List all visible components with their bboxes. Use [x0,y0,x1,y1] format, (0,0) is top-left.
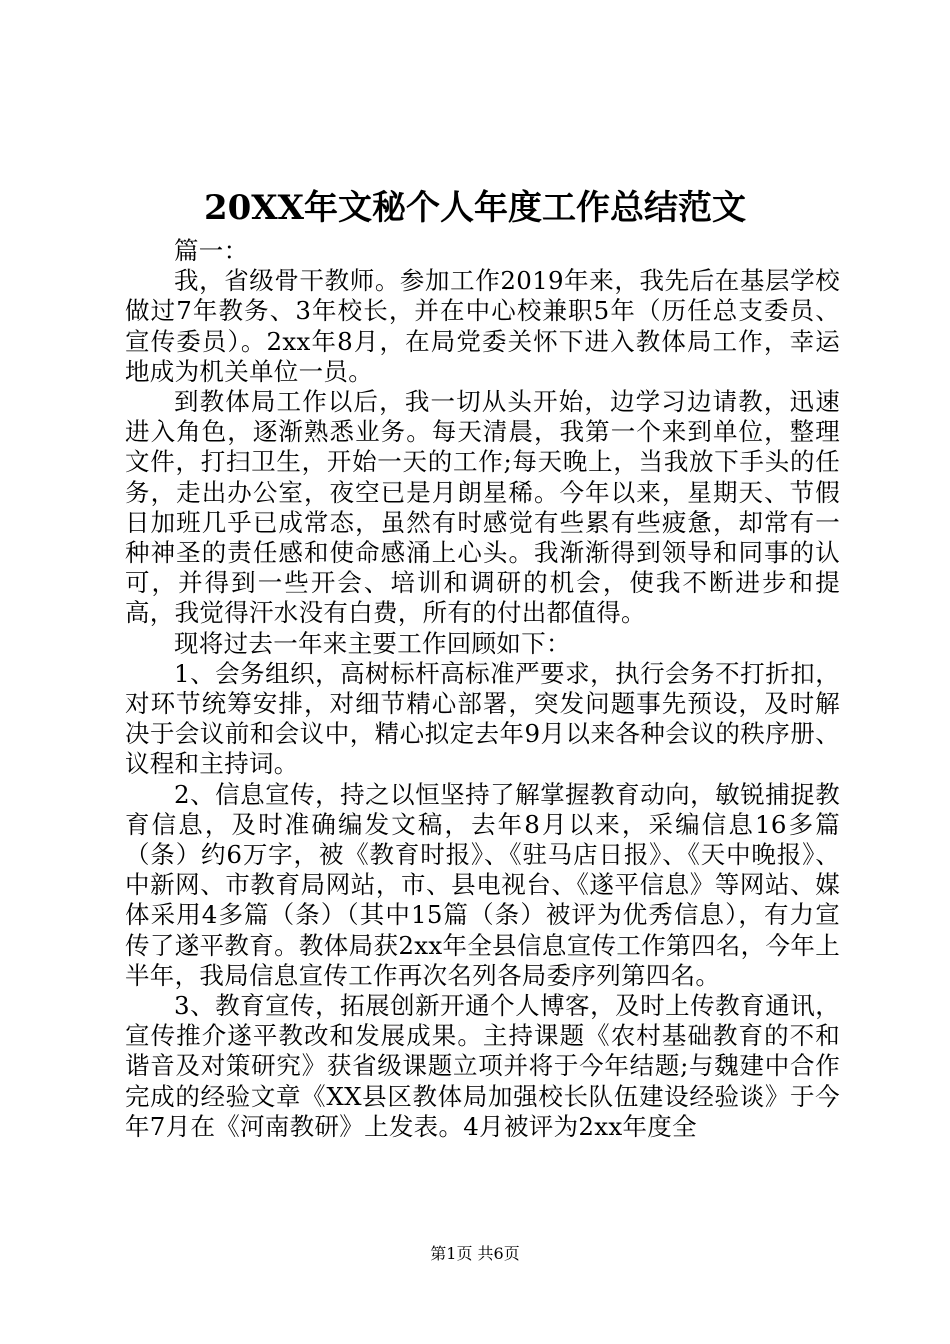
paragraph-work-experience: 到教体局工作以后，我一切从头开始，边学习边请教，迅速进入角色，逐渐熟悉业务。每天清晨，我第一个来到单位，整理文件，打扫卫生，开始一天的工作;每天晚上，当我放下手头的任务，走出办公室，夜空已是月朗星稀。今年以来，星期天、节假日加班几乎已成常态，虽然有时感觉有些累有些疲惫，却常有一种神圣的责任感和使命感涌上心头。我渐渐得到领导和同事的认可，并得到一些开会、培训和调研的机会，使我不断进步和提高，我觉得汗水没有白费，所有的付出都值得。 [125,387,840,628]
paragraph-review-heading: 现将过去一年来主要工作回顾如下： [174,628,571,658]
paragraph-item-2: 2、信息宣传，持之以恒坚持了解掌握教育动向，敏锐捕捉教育信息，及时准确编发文稿，去年8月以来，采编信息16多篇（条）约6万字，被《教育时报》、《驻马店日报》、《天中晚报》、中新网、市教育局网站，市、县电视台、《遂平信息》等网站、媒体采用4多篇（条）（其中15篇（条）被评为优秀信息），有力宣传了遂平教育。教体局获2xx年全县信息宣传工作第四名，今年上半年，我局信息宣传工作再次名列各局委序列第四名。 [125,779,840,990]
paragraph-item-3: 3、教育宣传，拓展创新开通个人博客，及时上传教育通讯，宣传推介遂平教改和发展成果。主持课题《农村基础教育的不和谐音及对策研究》获省级课题立项并将于今年结题;与魏建中合作完成的经验文章《XX县区教体局加强校长队伍建设经验谈》于今年7月在《河南教研》上发表。4月被评为2xx年度全 [125,991,840,1141]
document-title: 20XX年文秘个人年度工作总结范文 [203,188,747,228]
page-number-footer: 第1页 共6页 [430,1244,520,1263]
paragraph-intro: 我，省级骨干教师。参加工作2019年来，我先后在基层学校做过7年教务、3年校长，并在中心校兼职5年（历任总支委员、宣传委员）。2xx年8月，在局党委关怀下进入教体局工作，幸运地成为机关单位一员。 [125,266,840,386]
paragraph-section-label: 篇一： [174,236,249,265]
paragraph-item-1: 1、会务组织，高树标杆高标准严要求，执行会务不打折扣，对环节统筹安排，对细节精心部署，突发问题事先预设，及时解决于会议前和会议中，精心拟定去年9月以来各种会议的秩序册、议程和主持词。 [125,658,840,779]
document-body [125,236,840,1142]
